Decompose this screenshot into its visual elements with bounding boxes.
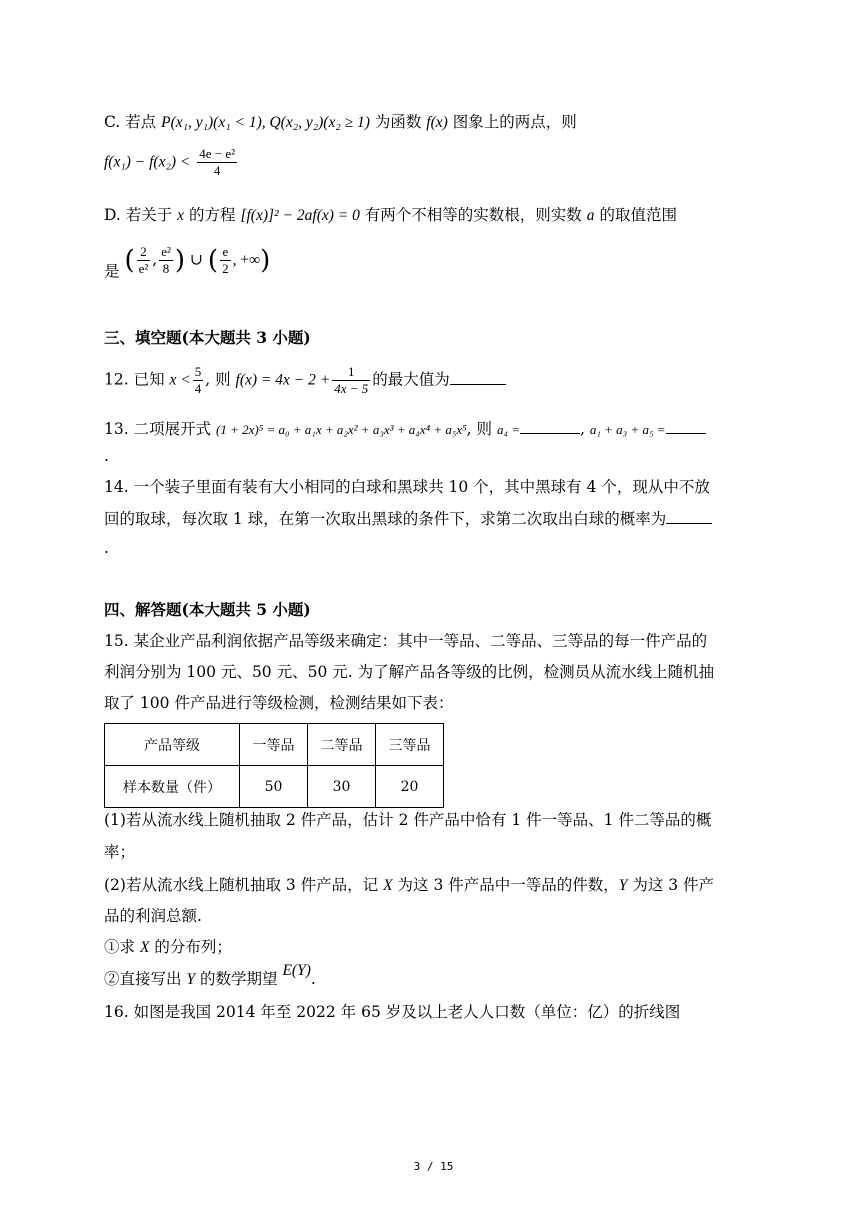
question-15-sub2: ②直接写出 Y 的数学期望 E(Y). bbox=[104, 962, 316, 988]
question-13-dot: . bbox=[104, 447, 109, 465]
question-15-line1: 15. 某企业产品利润依据产品等级来确定：其中一等品、二等品、三等品的每一件产品的 bbox=[104, 632, 708, 650]
table-header-cell: 三等品 bbox=[376, 724, 444, 766]
grade-table bbox=[104, 723, 444, 808]
fraction: $\frac{\text{4e − e²}}{4}$ bbox=[199, 146, 236, 178]
option-c-line2: f(x₁) − f(x₂) < $\frac{\text{4e − e²}}{4}$ bbox=[104, 146, 236, 178]
table-cell: 20 bbox=[376, 766, 444, 808]
question-15-part2-line1: (2)若从流水线上随机抽取 3 件产品，记 X 为这 3 件产品中一等品的件数，Y 为这 3 件产 bbox=[104, 876, 715, 894]
option-d-line2: 是 ( $\frac{2}{\text{e²}}$ , $\frac{\text{e²}}{8}$ ) ∪ ( $\frac{e}{2}$ , +∞) bbox=[104, 244, 271, 281]
answer-blank-a4[interactable] bbox=[520, 418, 580, 434]
table-header-cell: 二等品 bbox=[308, 724, 376, 766]
question-15-line3: 取了 100 件产品进行等级检测，检测结果如下表： bbox=[104, 694, 454, 712]
option-d-line1: D. 若关于 x 的方程 [f(x)]² − 2af(x) = 0 有两个不相等的实数根，则实数 a 的取值范围 bbox=[104, 206, 677, 224]
question-12: 12. 已知 x < $\frac{5}{4}$ , 则 f(x) = 4x − 2 + $\frac{1}{4x - 5}$ 的最大值为 bbox=[104, 364, 506, 397]
section-title-answer: 四、解答题(本大题共 5 小题) bbox=[104, 600, 311, 619]
table-cell: 30 bbox=[308, 766, 376, 808]
question-14-line1: 14. 一个装子里面有装有大小相同的白球和黑球共 10 个，其中黑球有 4 个，现从中不放 bbox=[104, 478, 710, 496]
table-header-row bbox=[105, 724, 444, 766]
question-15-part1-line1: (1)若从流水线上随机抽取 2 件产品，估计 2 件产品中恰有 1 件一等品、1 件二等品的概 bbox=[104, 811, 712, 829]
table-row bbox=[105, 766, 444, 808]
option-c-points: P(x₁, y₁)(x₁ < 1), Q(x₂, y₂)(x₂ ≥ 1) bbox=[161, 114, 370, 131]
section-title-fill-in: 三、填空题(本大题共 3 小题) bbox=[104, 328, 311, 347]
table-header-cell: 一等品 bbox=[240, 724, 308, 766]
answer-blank[interactable] bbox=[450, 369, 506, 385]
question-16-line1: 16. 如图是我国 2014 年至 2022 年 65 岁及以上老人人口数（单位：亿）的折线图 bbox=[104, 1003, 681, 1021]
table-cell: 样本数量（件） bbox=[105, 766, 240, 808]
option-c-line1: C. 若点 P(x₁, y₁)(x₁ < 1), Q(x₂, y₂)(x₂ ≥ 1) 为函数 f(x) 图象上的两点，则 bbox=[104, 113, 577, 131]
question-14-line2: 回的取球，每次取 1 球，在第一次取出黑球的条件下，求第二次取出白球的概率为 bbox=[104, 508, 712, 529]
question-15-part1-line2: 率； bbox=[104, 843, 136, 861]
question-14-dot: . bbox=[104, 539, 109, 557]
question-15-part2-line2: 品的利润总额. bbox=[104, 907, 202, 925]
question-13: 13. 二项展开式 (1 + 2x)⁵ = a₀ + a₁x + a₂x² + a₃x³ + a₄x⁴ + a₅x⁵, 则 a₄ = , a₁ + a₃ + a₅ = bbox=[104, 418, 706, 440]
option-d-equation: [f(x)]² − 2af(x) = 0 bbox=[240, 207, 360, 224]
answer-blank-sum[interactable] bbox=[666, 418, 706, 434]
table-cell: 50 bbox=[240, 766, 308, 808]
question-15-line2: 利润分别为 100 元、50 元、50 元. 为了解产品各等级的比例，检测员从流水线上随机抽 bbox=[104, 663, 715, 681]
table-header-cell: 产品等级 bbox=[105, 724, 240, 766]
answer-blank[interactable] bbox=[666, 508, 712, 524]
question-15-sub1: ①求 X 的分布列； bbox=[104, 938, 232, 956]
page-number: 3 / 15 bbox=[413, 1160, 454, 1173]
